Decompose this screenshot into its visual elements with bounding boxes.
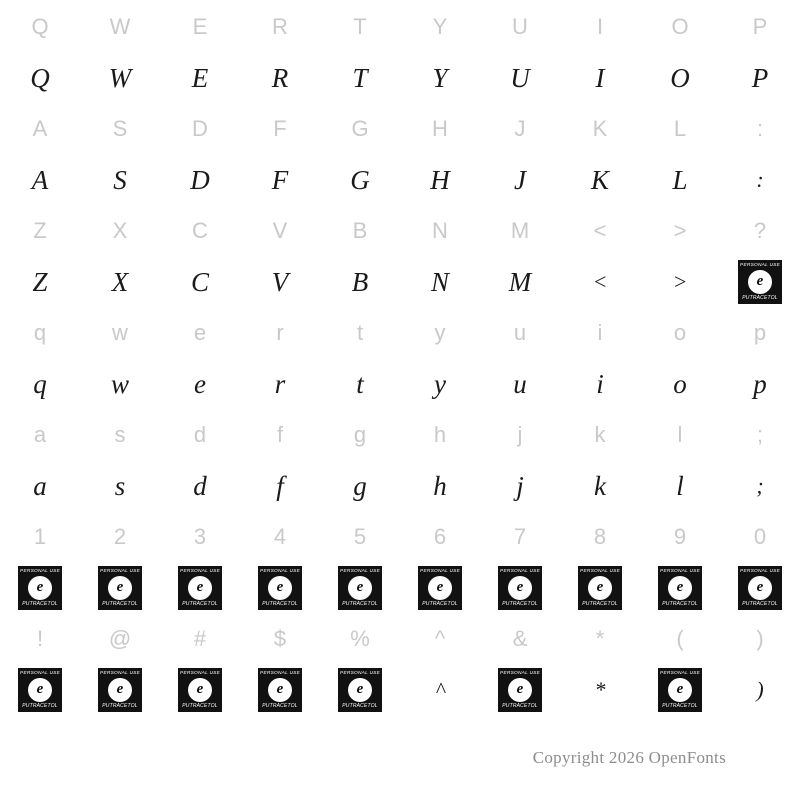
watermark-logo-icon — [98, 676, 142, 703]
keycap-label: G — [351, 116, 369, 141]
keycap-label: M — [510, 218, 530, 243]
glyph-cell: P — [751, 62, 769, 93]
glyph-cell: g — [353, 470, 367, 501]
glyph-cell-watermark — [400, 564, 480, 612]
keycap-label: E — [192, 14, 208, 39]
glyph-cell: D — [190, 164, 210, 195]
watermark-logo-icon — [338, 676, 382, 703]
watermark-bottom-label: PUTRACETOL — [342, 703, 378, 709]
keycap-label: ( — [676, 626, 684, 651]
glyph-cell: H — [430, 164, 450, 195]
glyph-cell-watermark — [560, 564, 640, 612]
glyph-cell: X — [111, 266, 129, 297]
watermark-badge — [258, 566, 302, 610]
watermark-top-label: PERSONAL USE — [180, 568, 220, 573]
watermark-mark: e — [668, 678, 692, 702]
glyph-cell: * — [594, 677, 606, 702]
watermark-logo-icon — [418, 574, 462, 601]
glyph-cell: R — [271, 62, 289, 93]
watermark-bottom-label: PUTRACETOL — [102, 601, 138, 607]
keycap-label: L — [673, 116, 687, 141]
watermark-mark: e — [508, 576, 532, 600]
watermark-mark: e — [348, 678, 372, 702]
watermark-bottom-label: PUTRACETOL — [182, 601, 218, 607]
keycap-label: S — [112, 116, 128, 141]
keycap-label: 8 — [593, 524, 607, 549]
glyph-cell: ) — [756, 677, 764, 702]
glyph-cell: I — [595, 62, 605, 93]
watermark-logo-icon — [178, 676, 222, 703]
watermark-bottom-label: PUTRACETOL — [262, 601, 298, 607]
watermark-mark: e — [508, 678, 532, 702]
glyph-cell: U — [510, 62, 530, 93]
keycap-label: y — [434, 320, 446, 345]
keycap-row — [0, 102, 800, 154]
glyph-cell: S — [113, 164, 127, 195]
keycap-label: t — [356, 320, 364, 345]
glyph-cell-watermark — [640, 564, 720, 612]
glyph-cell: w — [110, 368, 129, 399]
keycap-label: Q — [31, 14, 49, 39]
keycap-label: k — [594, 422, 606, 447]
watermark-logo-icon — [498, 676, 542, 703]
glyph-cell-watermark — [720, 564, 800, 612]
keycap-label: I — [596, 14, 604, 39]
watermark-top-label: PERSONAL USE — [340, 568, 380, 573]
glyph-cell-watermark — [160, 564, 240, 612]
keycap-label: g — [353, 422, 367, 447]
keycap-label: U — [512, 14, 528, 39]
keycap-label: d — [193, 422, 207, 447]
watermark-top-label: PERSONAL USE — [740, 262, 780, 267]
watermark-top-label: PERSONAL USE — [20, 670, 60, 675]
keycap-label: H — [432, 116, 448, 141]
watermark-mark: e — [588, 576, 612, 600]
keycap-label: 4 — [273, 524, 287, 549]
keycap-label: u — [513, 320, 527, 345]
watermark-badge — [418, 566, 462, 610]
glyph-cell: r — [274, 368, 286, 399]
keycap-row — [0, 204, 800, 256]
glyph-cell: O — [670, 62, 690, 93]
keycap-label: T — [353, 14, 367, 39]
glyph-cell: > — [672, 269, 688, 294]
glyph-cell: l — [676, 470, 684, 501]
glyph-cell-watermark — [160, 666, 240, 714]
glyph-cell: u — [513, 368, 527, 399]
watermark-logo-icon — [338, 574, 382, 601]
watermark-logo-icon — [658, 574, 702, 601]
keycap-label: A — [32, 116, 48, 141]
keycap-label: X — [112, 218, 128, 243]
watermark-top-label: PERSONAL USE — [260, 568, 300, 573]
watermark-top-label: PERSONAL USE — [660, 568, 700, 573]
keycap-label: i — [597, 320, 603, 345]
watermark-badge — [258, 668, 302, 712]
watermark-mark: e — [268, 576, 292, 600]
glyph-cell: ^ — [435, 677, 445, 702]
copyright-footer: Copyright 2026 OpenFonts — [532, 748, 726, 767]
glyph-cell: i — [596, 368, 604, 399]
glyph-cell-watermark — [240, 666, 320, 714]
watermark-bottom-label: PUTRACETOL — [742, 295, 778, 301]
watermark-bottom-label: PUTRACETOL — [502, 703, 538, 709]
glyph-cell: j — [516, 470, 524, 501]
watermark-logo-icon — [178, 574, 222, 601]
keycap-label: D — [192, 116, 208, 141]
glyph-cell: ; — [756, 473, 764, 498]
keycap-label: % — [350, 626, 370, 651]
watermark-logo-icon — [658, 676, 702, 703]
keycap-label: W — [109, 14, 131, 39]
keycap-row — [0, 408, 800, 460]
glyph-cell: A — [31, 164, 49, 195]
keycap-label: $ — [273, 626, 287, 651]
keycap-label: R — [272, 14, 288, 39]
glyph-cell: q — [33, 368, 47, 399]
watermark-bottom-label: PUTRACETOL — [662, 601, 698, 607]
watermark-logo-icon — [98, 574, 142, 601]
glyph-row — [0, 664, 800, 714]
watermark-logo-icon — [258, 676, 302, 703]
keycap-row — [0, 510, 800, 562]
glyph-cell: o — [673, 368, 687, 399]
watermark-badge — [178, 566, 222, 610]
glyph-row — [0, 52, 800, 102]
watermark-logo-icon — [738, 574, 782, 601]
glyph-cell: L — [672, 164, 688, 195]
watermark-logo-icon — [18, 574, 62, 601]
watermark-badge — [498, 668, 542, 712]
glyph-cell-watermark — [80, 666, 160, 714]
keycap-label: r — [276, 320, 284, 345]
keycap-label: 5 — [353, 524, 367, 549]
watermark-bottom-label: PUTRACETOL — [22, 601, 58, 607]
glyph-cell-watermark — [320, 564, 400, 612]
watermark-badge — [738, 260, 782, 304]
watermark-mark: e — [268, 678, 292, 702]
keycap-label: e — [193, 320, 207, 345]
glyph-cell: J — [514, 164, 526, 195]
watermark-logo-icon — [18, 676, 62, 703]
glyph-cell: N — [430, 266, 449, 297]
watermark-bottom-label: PUTRACETOL — [582, 601, 618, 607]
glyph-cell: M — [508, 266, 532, 297]
keycap-label: V — [272, 218, 288, 243]
glyph-cell-watermark — [320, 666, 400, 714]
glyph-cell: h — [433, 470, 447, 501]
glyph-cell-watermark — [80, 564, 160, 612]
watermark-badge — [658, 668, 702, 712]
watermark-logo-icon — [578, 574, 622, 601]
glyph-cell-watermark — [720, 258, 800, 306]
glyph-cell-watermark — [480, 564, 560, 612]
watermark-badge — [338, 566, 382, 610]
watermark-mark: e — [188, 576, 212, 600]
glyph-cell: k — [594, 470, 606, 501]
watermark-top-label: PERSONAL USE — [340, 670, 380, 675]
glyph-row — [0, 460, 800, 510]
glyph-cell: T — [352, 62, 368, 93]
watermark-bottom-label: PUTRACETOL — [22, 703, 58, 709]
keycap-label: B — [352, 218, 368, 243]
keycap-label: p — [753, 320, 767, 345]
keycap-label: K — [592, 116, 608, 141]
watermark-badge — [98, 668, 142, 712]
watermark-logo-icon — [498, 574, 542, 601]
keycap-label: * — [595, 626, 605, 651]
keycap-label: ^ — [434, 626, 446, 651]
watermark-badge — [578, 566, 622, 610]
watermark-mark: e — [188, 678, 212, 702]
keycap-label: 9 — [673, 524, 687, 549]
watermark-badge — [738, 566, 782, 610]
watermark-mark: e — [28, 678, 52, 702]
keycap-label: ? — [753, 218, 767, 243]
watermark-mark: e — [748, 270, 772, 294]
keycap-label: > — [673, 218, 687, 243]
keycap-row — [0, 306, 800, 358]
watermark-top-label: PERSONAL USE — [100, 568, 140, 573]
glyph-cell: e — [194, 368, 206, 399]
watermark-top-label: PERSONAL USE — [500, 670, 540, 675]
watermark-mark: e — [428, 576, 452, 600]
watermark-top-label: PERSONAL USE — [180, 670, 220, 675]
watermark-bottom-label: PUTRACETOL — [102, 703, 138, 709]
watermark-bottom-label: PUTRACETOL — [422, 601, 458, 607]
watermark-mark: e — [668, 576, 692, 600]
watermark-logo-icon — [738, 268, 782, 295]
keycap-label: 6 — [433, 524, 447, 549]
keycap-label: < — [593, 218, 607, 243]
glyph-cell: Z — [32, 266, 48, 297]
glyph-cell: V — [271, 266, 289, 297]
keycap-label: ; — [756, 422, 764, 447]
watermark-top-label: PERSONAL USE — [660, 670, 700, 675]
glyph-cell: K — [590, 164, 609, 195]
watermark-top-label: PERSONAL USE — [20, 568, 60, 573]
watermark-mark: e — [748, 576, 772, 600]
keycap-label: J — [514, 116, 526, 141]
keycap-label: ! — [36, 626, 44, 651]
watermark-bottom-label: PUTRACETOL — [262, 703, 298, 709]
watermark-bottom-label: PUTRACETOL — [502, 601, 538, 607]
keycap-label: & — [512, 626, 528, 651]
keycap-label: 7 — [513, 524, 527, 549]
watermark-bottom-label: PUTRACETOL — [742, 601, 778, 607]
glyph-cell: W — [108, 62, 132, 93]
watermark-bottom-label: PUTRACETOL — [662, 703, 698, 709]
keycap-label: l — [677, 422, 683, 447]
watermark-badge — [338, 668, 382, 712]
watermark-top-label: PERSONAL USE — [260, 670, 300, 675]
keycap-label: q — [33, 320, 47, 345]
keycap-label: a — [33, 422, 47, 447]
keycap-label: w — [112, 320, 128, 345]
watermark-badge — [98, 566, 142, 610]
glyph-row — [0, 256, 800, 306]
keycap-label: C — [192, 218, 208, 243]
glyph-cell: f — [276, 470, 284, 501]
keycap-label: 1 — [33, 524, 47, 549]
keycap-label: # — [193, 626, 207, 651]
keycap-label: F — [273, 116, 287, 141]
glyph-cell: F — [271, 164, 289, 195]
watermark-badge — [178, 668, 222, 712]
glyph-cell: d — [193, 470, 207, 501]
keycap-label: N — [432, 218, 448, 243]
glyph-cell: G — [350, 164, 370, 195]
keycap-label: s — [114, 422, 126, 447]
keycap-label: h — [433, 422, 447, 447]
glyph-cell: < — [592, 269, 608, 294]
glyph-cell: s — [114, 470, 126, 501]
keycap-row — [0, 0, 800, 52]
glyph-row — [0, 358, 800, 408]
glyph-cell: E — [191, 62, 209, 93]
keycap-label: o — [673, 320, 687, 345]
watermark-badge — [658, 566, 702, 610]
watermark-top-label: PERSONAL USE — [740, 568, 780, 573]
keycap-label: @ — [108, 626, 132, 651]
watermark-badge — [498, 566, 542, 610]
keycap-label: 2 — [113, 524, 127, 549]
watermark-bottom-label: PUTRACETOL — [182, 703, 218, 709]
watermark-mark: e — [108, 576, 132, 600]
keycap-label: 0 — [753, 524, 767, 549]
watermark-logo-icon — [258, 574, 302, 601]
keycap-label: P — [752, 14, 768, 39]
watermark-mark: e — [348, 576, 372, 600]
keycap-label: : — [756, 116, 764, 141]
keycap-label: f — [276, 422, 284, 447]
keycap-label: O — [671, 14, 689, 39]
glyph-cell: Q — [30, 62, 50, 93]
glyph-row — [0, 562, 800, 612]
glyph-cell: t — [356, 368, 364, 399]
keycap-label: Y — [432, 14, 448, 39]
glyph-row — [0, 154, 800, 204]
keycap-label: Z — [33, 218, 47, 243]
watermark-badge — [18, 566, 62, 610]
watermark-top-label: PERSONAL USE — [100, 670, 140, 675]
keycap-label: ) — [756, 626, 764, 651]
keycap-row — [0, 612, 800, 664]
glyph-cell: y — [434, 368, 446, 399]
glyph-cell-watermark — [240, 564, 320, 612]
glyph-cell: C — [190, 266, 209, 297]
glyph-cell: : — [756, 167, 764, 192]
watermark-badge — [18, 668, 62, 712]
glyph-cell: B — [351, 266, 369, 297]
watermark-top-label: PERSONAL USE — [420, 568, 460, 573]
watermark-top-label: PERSONAL USE — [580, 568, 620, 573]
glyph-cell-watermark — [0, 564, 80, 612]
watermark-top-label: PERSONAL USE — [500, 568, 540, 573]
glyph-cell: p — [753, 368, 767, 399]
watermark-bottom-label: PUTRACETOL — [342, 601, 378, 607]
glyph-cell-watermark — [0, 666, 80, 714]
glyph-cell-watermark — [480, 666, 560, 714]
glyph-cell: Y — [432, 62, 448, 93]
watermark-mark: e — [28, 576, 52, 600]
keycap-label: j — [517, 422, 523, 447]
glyph-cell-watermark — [640, 666, 720, 714]
glyph-cell: a — [33, 470, 47, 501]
watermark-mark: e — [108, 678, 132, 702]
keycap-label: 3 — [193, 524, 207, 549]
